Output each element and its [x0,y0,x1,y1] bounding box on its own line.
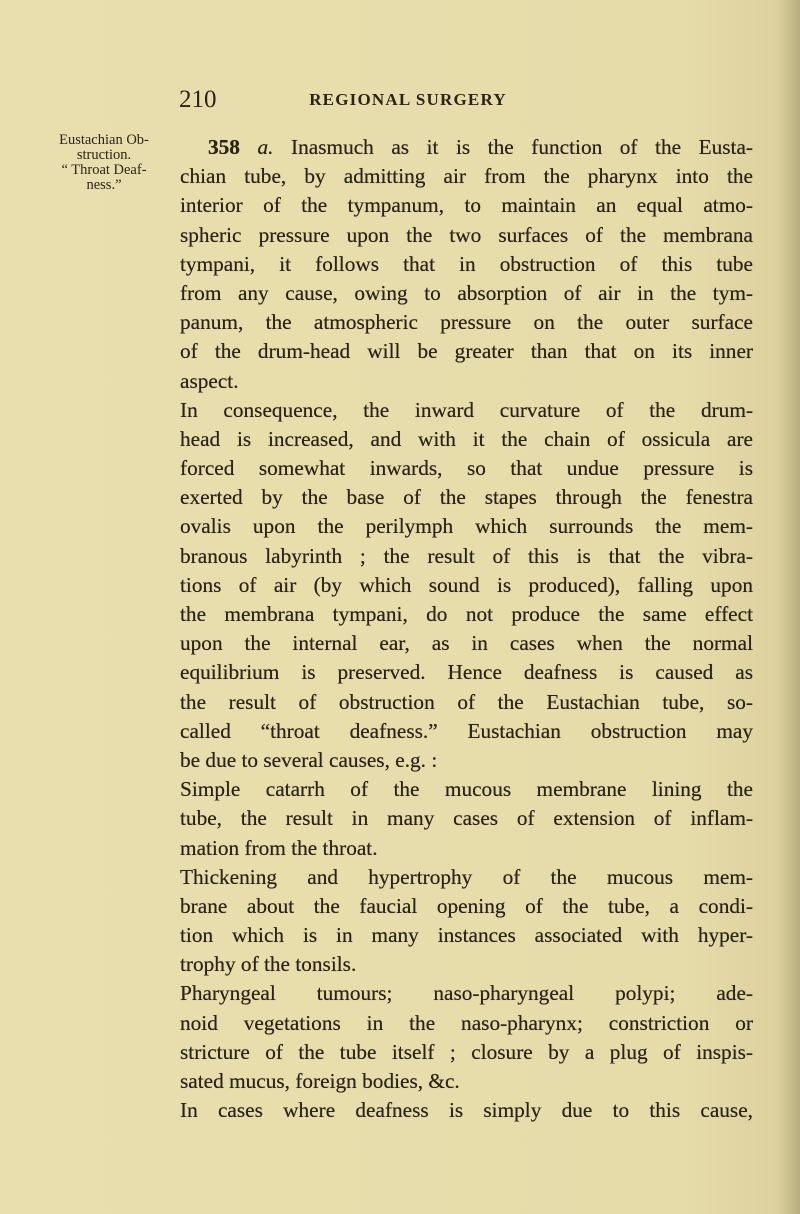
line-text: forced somewhat inwards, so that undue pressure is [180,456,753,481]
margin-note [48,133,160,193]
text-line [180,834,753,863]
text-line [180,921,753,950]
text-line [180,1038,753,1067]
body-text [180,133,753,1125]
text-line [180,367,753,396]
text-line [180,892,753,921]
text-line [180,454,753,483]
line-text: In consequence, the inward curvature of the drum- [180,397,753,422]
line-text: Inasmuch as it is the function of the Eusta- [273,135,754,159]
line-text: panum, the atmospheric pressure on the outer surface [180,310,753,335]
section-letter: a. [257,135,274,159]
line-text: noid vegetations in the naso-pharynx; constriction or [180,1010,753,1035]
text-line [180,162,753,191]
text-line [180,1067,753,1096]
line-text: of the drum-head will be greater than that on its inner [180,339,753,364]
line-text: branous labyrinth ; the result of this is that the vibra- [180,543,753,568]
text-line [180,483,753,512]
line-text: Pharyngeal tumours; naso-pharyngeal polypi; ade- [180,981,753,1006]
line-text: tions of air (by which sound is produced), falling upon [180,572,753,597]
line-text: stricture of the tube itself ; closure by a plug of inspis- [180,1039,753,1064]
text-line [180,950,753,979]
text-line [180,775,753,804]
line-text: brane about the faucial opening of the tube, a condi- [180,893,753,918]
line-text: from any cause, owing to absorption of air in the tym- [180,280,753,305]
text-line [180,396,753,425]
margin-note-line: ness.” [86,177,122,193]
line-text: trophy of the tonsils. [180,952,357,977]
line-text: In cases where deafness is simply due to this cause, [180,1098,753,1123]
line-text: Thickening and hypertrophy of the mucous mem- [180,864,753,889]
text-line [180,629,753,658]
margin-note-line: Eustachian Ob- [59,132,149,148]
text-line [180,279,753,308]
paragraph-first-line [180,133,753,162]
text-line [180,688,753,717]
text-line [180,863,753,892]
text-line [180,600,753,629]
line-text: sated mucus, foreign bodies, &c. [180,1069,460,1093]
margin-note-line: “ Throat Deaf- [61,162,147,178]
text-line [180,308,753,337]
line-text: tion which is in many instances associated with hyper- [180,923,753,948]
text-line [180,717,753,746]
running-title: REGIONAL SURGERY [309,90,507,109]
line-text: called “throat deafness.” Eustachian obstruction may [180,718,753,743]
text-line [180,658,753,687]
line-text: Simple catarrh of the mucous membrane lining the [180,777,753,802]
text-line [180,746,753,775]
line-text: interior of the tympanum, to maintain an equal atmo- [180,193,753,218]
line-text: the result of obstruction of the Eustachian tube, so- [180,689,753,714]
line-text: mation from the throat. [180,835,378,860]
line-text: upon the internal ear, as in cases when the normal [180,631,753,656]
page-number: 210 [179,86,217,113]
text-line [180,979,753,1008]
line-text: aspect. [180,368,239,393]
text-line [180,1009,753,1038]
line-text: spheric pressure upon the two surfaces of the membrana [180,222,753,247]
text-line [180,250,753,279]
line-text: ovalis upon the perilymph which surrounds the mem- [180,514,753,539]
text-line [180,1096,753,1125]
text-line [180,512,753,541]
text-line [180,337,753,366]
line-text: exerted by the base of the stapes through the fenestra [180,485,753,510]
text-line [180,542,753,571]
line-text: tympani, it follows that in obstruction of this tube [180,251,753,276]
line-text: the membrana tympani, do not produce the same effect [180,602,753,626]
text-line [180,191,753,220]
line-text: be due to several causes, e.g. : [180,747,438,772]
text-line [180,221,753,250]
line-text: equilibrium is preserved. Hence deafness is caused as [180,660,753,685]
line-text: chian tube, by admitting air from the pharynx into the [180,164,753,189]
margin-note-line: struction. [76,147,132,163]
text-line [180,804,753,833]
text-line [180,425,753,454]
line-text: head is increased, and with it the chain of ossicula are [180,426,753,451]
section-number: 358 [208,135,240,159]
line-text: tube, the result in many cases of extension of inflam- [180,806,753,831]
text-line [180,571,753,600]
